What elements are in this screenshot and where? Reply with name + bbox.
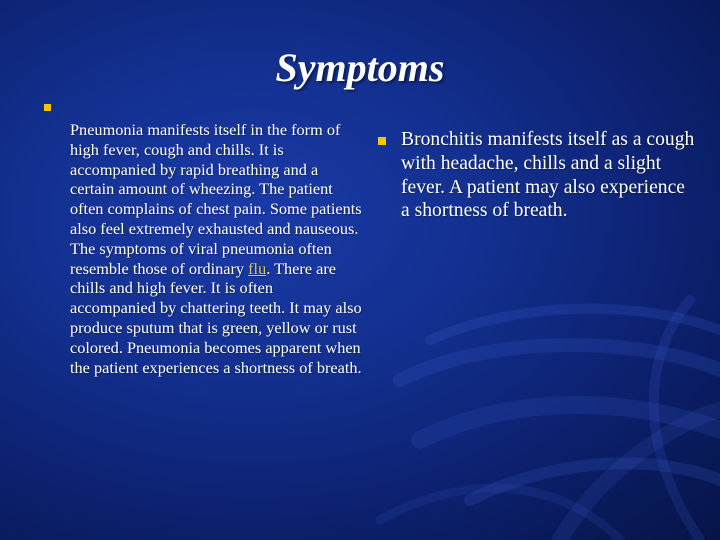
bronchitis-symptoms-text: Bronchitis manifests itself as a cough with headache, chills and a slight fever. A patient may also experience a shortness of breath. (401, 129, 695, 222)
right-bullet-icon (378, 137, 386, 145)
pneumonia-text-part-1: Pneumonia manifests itself in the form of high fever, cough and chills. It is accompanied by rapid breathing and a certain amount of wheezing. The patient often complains of chest pain. Some patients also feel extremely exhausted and nauseous. The symptoms of viral pneumonia often resemble those of ordinary (70, 120, 362, 278)
flu-link[interactable]: flu (248, 258, 267, 278)
slide-title: Symptoms (275, 45, 445, 90)
pneumonia-symptoms-text (44, 98, 362, 377)
left-content-column (44, 98, 362, 377)
right-content-column (378, 128, 698, 223)
left-bullet-icon (44, 104, 51, 111)
pneumonia-text-part-2: . There are chills and high fever. It is often accompanied by chattering teeth. It may also produce sputum that is green, yellow or rust colored. Pneumonia becomes apparent when the patient experiences a shortness of breath. (70, 258, 362, 377)
